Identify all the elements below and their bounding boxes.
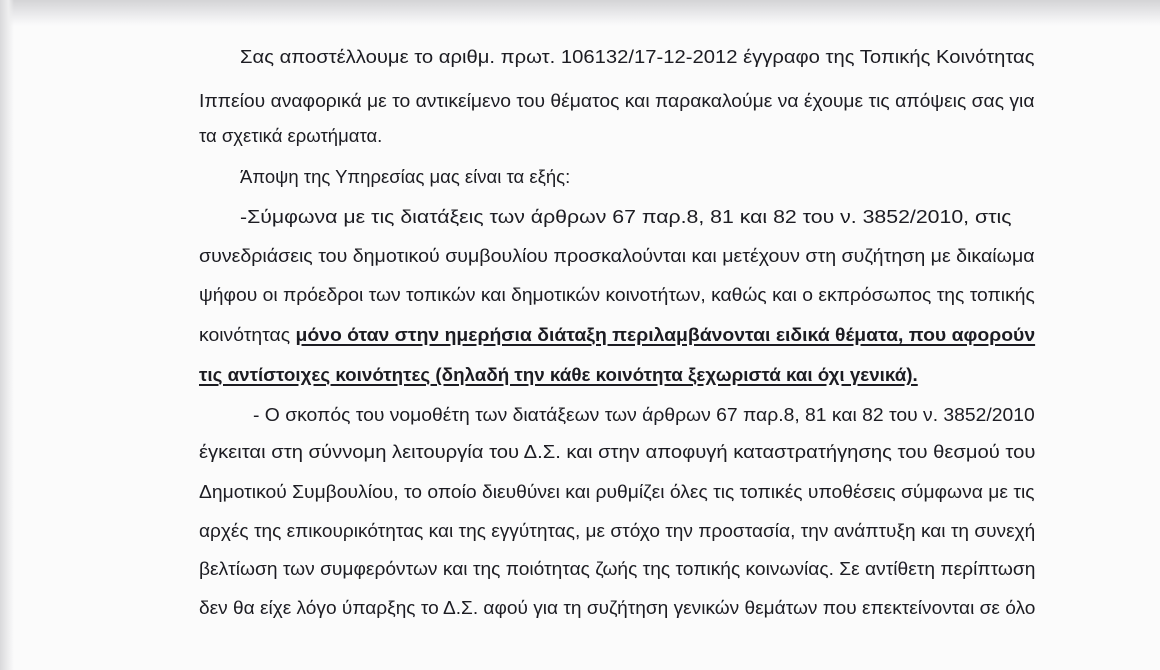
text-line: - Ο σκοπός του νομοθέτη των διατάξεων των άρθρων 67 παρ.8, 81 και 82 του ν. 3852/2010 bbox=[253, 404, 1035, 425]
text-line: Άποψη της Υπηρεσίας μας είναι τα εξής: bbox=[240, 166, 571, 187]
text-line: Δημοτικού Συμβουλίου, το οποίο διευθύνει και ρυθμίζει όλες τις τοπικές υποθέσεις σύμφωνα με τις bbox=[199, 481, 1035, 502]
scanner-shadow-left bbox=[0, 0, 14, 670]
text-line: έγκειται στη σύννομη λειτουργία του Δ.Σ. και στην αποφυγή καταστρατήγησης του θεσμού του bbox=[199, 441, 1036, 462]
text-line: συνεδριάσεις του δημοτικού συμβουλίου προσκαλούνται και μετέχουν στη συζήτηση με δικαίωμα bbox=[199, 245, 1035, 266]
text-line: τα σχετικά ερωτήματα. bbox=[199, 125, 383, 146]
emphasized-text: μόνο όταν στην ημερήσια διάταξη περιλαμβάνονται ειδικά θέματα, που αφορούν bbox=[295, 324, 1036, 345]
emphasized-text: τις αντίστοιχες κοινότητες (δηλαδή την κάθε κοινότητα ξεχωριστά και όχι γενικά). bbox=[199, 364, 918, 385]
text-line: αρχές της επικουρικότητας και της εγγύτητας, με στόχο την προστασία, την ανάπτυξη και τη συνεχή bbox=[199, 520, 1036, 541]
text-plain: κοινότητας bbox=[199, 324, 296, 345]
scanner-shadow-top bbox=[0, 0, 1160, 26]
text-line: ψήφου οι πρόεδροι των τοπικών και δημοτικών κοινοτήτων, καθώς και ο εκπρόσωπος της τοπικής bbox=[199, 284, 1035, 305]
text-line bbox=[199, 324, 1035, 346]
text-line bbox=[199, 364, 918, 386]
text-line: Σας αποστέλλουμε το αριθμ. πρωτ. 106132/17-12-2012 έγγραφο της Τοπικής Κοινότητας bbox=[240, 46, 1035, 67]
text-line: βελτίωση των συμφερόντων και της ποιότητας ζωής της τοπικής κοινωνίας. Σε αντίθετη περίπτωση bbox=[199, 558, 1036, 579]
text-line: Ιππείου αναφορικά με το αντικείμενο του θέματος και παρακαλούμε να έχουμε τις απόψεις σας για bbox=[199, 90, 1035, 111]
text-line: δεν θα είχε λόγο ύπαρξης το Δ.Σ. αφού για τη συζήτηση γενικών θεμάτων που επεκτείνονται σε όλο bbox=[199, 597, 1036, 618]
text-line: -Σύμφωνα με τις διατάξεις των άρθρων 67 παρ.8, 81 και 82 του ν. 3852/2010, στις bbox=[240, 206, 1012, 227]
